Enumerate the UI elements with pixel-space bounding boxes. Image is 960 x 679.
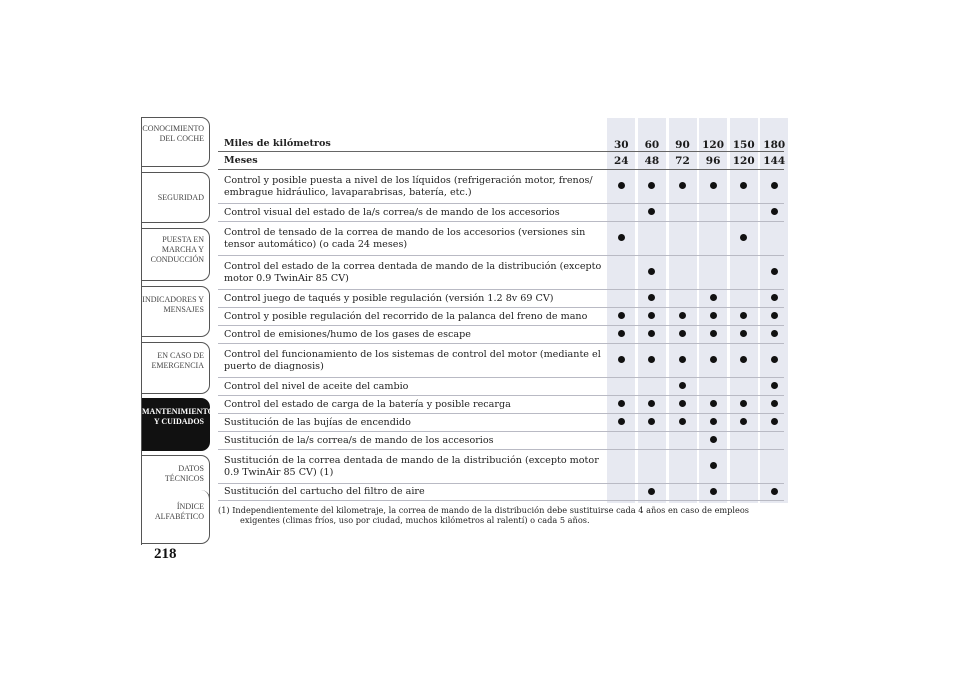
table-cell xyxy=(698,355,729,366)
row-label: Sustitución del cartucho del filtro de aire xyxy=(224,486,425,497)
table-cell xyxy=(667,311,698,322)
tab-datos-tecnicos[interactable]: DATOS TÉCNICOS xyxy=(142,455,210,506)
table-cell xyxy=(759,399,790,410)
row-label: Sustitución de la correa dentada de mando de la distribución (excepto motor 0.9 TwinAir 85 CV) (1) xyxy=(224,454,599,478)
bullet-icon xyxy=(618,356,625,363)
table-row xyxy=(218,378,784,396)
table-cell xyxy=(606,181,637,192)
bullet-icon xyxy=(679,330,686,337)
footnote-line-1: (1) Independientemente del kilometraje, la correa de mando de la distribución debe sustituirse cada 4 años en caso de empleos xyxy=(218,505,750,515)
table-cell xyxy=(728,399,759,410)
bullet-icon xyxy=(648,182,655,189)
row-label: Miles de kilómetros xyxy=(224,138,331,149)
header-cell: 60 xyxy=(644,139,660,151)
bullet-icon xyxy=(771,382,778,389)
bullet-icon xyxy=(740,182,747,189)
bullet-icon xyxy=(740,356,747,363)
bullet-icon xyxy=(648,208,655,215)
bullet-icon xyxy=(648,294,655,301)
table-cell xyxy=(637,293,668,304)
table-cell xyxy=(728,233,759,244)
row-label: Control de tensado de la correa de mando de los accesorios (versiones sin tensor automático) (o cada 24 meses) xyxy=(224,226,586,250)
table-cell xyxy=(698,487,729,498)
bullet-icon xyxy=(618,400,625,407)
table-row xyxy=(218,290,784,308)
bullet-icon xyxy=(771,330,778,337)
bullet-icon xyxy=(618,330,625,337)
bullet-icon xyxy=(648,356,655,363)
bullet-icon xyxy=(710,356,717,363)
bullet-icon xyxy=(710,436,717,443)
bullet-icon xyxy=(740,312,747,319)
header-cell: 24 xyxy=(613,154,629,167)
bullet-icon xyxy=(648,330,655,337)
bullet-icon xyxy=(679,400,686,407)
header-cell: 72 xyxy=(675,154,690,167)
header-cell: 144 xyxy=(763,154,786,167)
bullet-icon xyxy=(618,234,625,241)
table-row xyxy=(218,396,784,414)
page-number: 218 xyxy=(154,546,177,562)
table-row xyxy=(218,222,784,256)
table-row xyxy=(218,450,784,484)
table-cell xyxy=(637,207,668,218)
bullet-icon xyxy=(648,488,655,495)
table-cell xyxy=(759,207,790,218)
bullet-icon xyxy=(771,356,778,363)
table-row xyxy=(218,326,784,344)
row-label: Control del funcionamiento de los sistemas de control del motor (mediante el puerto de diagnosis) xyxy=(224,348,601,372)
table-cell xyxy=(637,487,668,498)
header-cell: 120 xyxy=(732,154,755,167)
table-cell xyxy=(698,417,729,428)
bullet-icon xyxy=(740,400,747,407)
tab-seguridad[interactable]: SEGURIDAD xyxy=(142,172,210,223)
table-cell xyxy=(759,487,790,498)
table-cell xyxy=(637,355,668,366)
bullet-icon xyxy=(771,418,778,425)
table-cell xyxy=(698,293,729,304)
table-cell xyxy=(667,181,698,192)
bullet-icon xyxy=(710,330,717,337)
row-label: Control y posible puesta a nivel de los líquidos (refrigeración motor, frenos/ embrague hidráulico, lavaparabrisas, batería, etc.) xyxy=(224,174,593,198)
tab-indice[interactable]: ÍNDICE ALFABÉTICO xyxy=(142,490,210,544)
table-cell xyxy=(759,355,790,366)
header-row-months xyxy=(218,152,784,170)
bullet-icon xyxy=(710,400,717,407)
tab-mantenimiento[interactable]: MANTENIMIENTO Y CUIDADOS xyxy=(142,398,210,451)
bullet-icon xyxy=(740,418,747,425)
table-cell xyxy=(759,417,790,428)
table-cell xyxy=(728,329,759,340)
table-cell xyxy=(637,399,668,410)
bullet-icon xyxy=(679,382,686,389)
table-cell xyxy=(698,399,729,410)
table-row xyxy=(218,256,784,290)
table-cell xyxy=(637,181,668,192)
tab-emergencia[interactable]: EN CASO DE EMERGENCIA xyxy=(142,342,210,394)
table-cell xyxy=(698,461,729,472)
tab-puesta-en-marcha[interactable]: PUESTA EN MARCHA Y CONDUCCIÓN xyxy=(142,228,210,281)
table-cell xyxy=(698,435,729,446)
bullet-icon xyxy=(648,418,655,425)
table-cell xyxy=(667,417,698,428)
table-row xyxy=(218,484,784,501)
bullet-icon xyxy=(710,294,717,301)
table-cell xyxy=(637,417,668,428)
bullet-icon xyxy=(771,208,778,215)
bullet-icon xyxy=(771,488,778,495)
table-cell xyxy=(759,267,790,278)
table-row xyxy=(218,204,784,222)
bullet-icon xyxy=(618,182,625,189)
row-label: Sustitución de la/s correa/s de mando de los accesorios xyxy=(224,434,494,446)
bullet-icon xyxy=(771,312,778,319)
bullet-icon xyxy=(679,182,686,189)
table-cell xyxy=(637,311,668,322)
table-cell xyxy=(606,233,637,244)
header-cell: 48 xyxy=(644,154,660,167)
bullet-icon xyxy=(710,488,717,495)
row-label: Sustitución de las bujías de encendido xyxy=(224,416,411,428)
bullet-icon xyxy=(710,418,717,425)
bullet-icon xyxy=(679,418,686,425)
table-cell xyxy=(606,417,637,428)
table-cell xyxy=(637,329,668,340)
row-label: Meses xyxy=(224,154,258,166)
maintenance-table xyxy=(218,118,784,501)
header-cell: 96 xyxy=(705,154,721,167)
table-cell xyxy=(728,181,759,192)
row-label: Control del estado de la correa dentada de mando de la distribución (excepto motor 0.9 TwinAir 85 CV) xyxy=(224,260,602,284)
bullet-icon xyxy=(771,400,778,407)
table-cell xyxy=(606,329,637,340)
table-cell xyxy=(606,355,637,366)
header-cell: 120 xyxy=(702,139,725,151)
footnote xyxy=(218,505,784,525)
table-cell xyxy=(698,329,729,340)
header-cell: 150 xyxy=(732,139,755,151)
table-cell xyxy=(698,311,729,322)
row-label: Control visual del estado de la/s correa/s de mando de los accesorios xyxy=(224,206,560,218)
table-cell xyxy=(698,181,729,192)
table-cell xyxy=(759,293,790,304)
footnote-line-2: exigentes (climas fríos, uso por ciudad, muchos kilómetros al ralentí) o cada 5 años. xyxy=(240,515,590,525)
table-cell xyxy=(606,399,637,410)
row-label: Control y posible regulación del recorrido de la palanca del freno de mano xyxy=(224,310,588,322)
header-cell: 90 xyxy=(675,139,690,151)
tab-conocimiento[interactable]: CONOCIMIENTO DEL COCHE xyxy=(142,117,210,167)
table-row xyxy=(218,344,784,378)
bullet-icon xyxy=(648,400,655,407)
table-cell xyxy=(759,381,790,392)
bullet-icon xyxy=(710,312,717,319)
row-label: Control del nivel de aceite del cambio xyxy=(224,380,409,392)
table-row xyxy=(218,414,784,432)
bullet-icon xyxy=(710,182,717,189)
bullet-icon xyxy=(740,234,747,241)
bullet-icon xyxy=(710,462,717,469)
table-cell xyxy=(667,355,698,366)
table-cell xyxy=(759,181,790,192)
table-cell xyxy=(759,311,790,322)
bullet-icon xyxy=(679,312,686,319)
bullet-icon xyxy=(648,268,655,275)
bullet-icon xyxy=(618,418,625,425)
tab-indicadores[interactable]: INDICADORES Y MENSAJES xyxy=(142,286,210,337)
bullet-icon xyxy=(618,312,625,319)
table-row xyxy=(218,432,784,450)
table-cell xyxy=(759,329,790,340)
row-label: Control juego de taqués y posible regulación (versión 1.2 8v 69 CV) xyxy=(224,292,554,304)
bullet-icon xyxy=(771,268,778,275)
bullet-icon xyxy=(771,294,778,301)
table-cell xyxy=(728,311,759,322)
row-label: Control del estado de carga de la batería y posible recarga xyxy=(224,398,511,410)
row-label: Control de emisiones/humo de los gases de escape xyxy=(224,328,471,340)
header-cell: 180 xyxy=(763,139,786,151)
table-cell xyxy=(637,267,668,278)
bullet-icon xyxy=(771,182,778,189)
header-cell: 30 xyxy=(613,139,629,151)
table-cell xyxy=(667,381,698,392)
table-cell xyxy=(728,417,759,428)
bullet-icon xyxy=(740,330,747,337)
bullet-icon xyxy=(648,312,655,319)
table-row xyxy=(218,170,784,204)
header-row-km xyxy=(218,118,784,152)
table-row xyxy=(218,308,784,326)
table-cell xyxy=(667,329,698,340)
bullet-icon xyxy=(679,356,686,363)
table-cell xyxy=(728,355,759,366)
table-cell xyxy=(667,399,698,410)
table-cell xyxy=(606,311,637,322)
